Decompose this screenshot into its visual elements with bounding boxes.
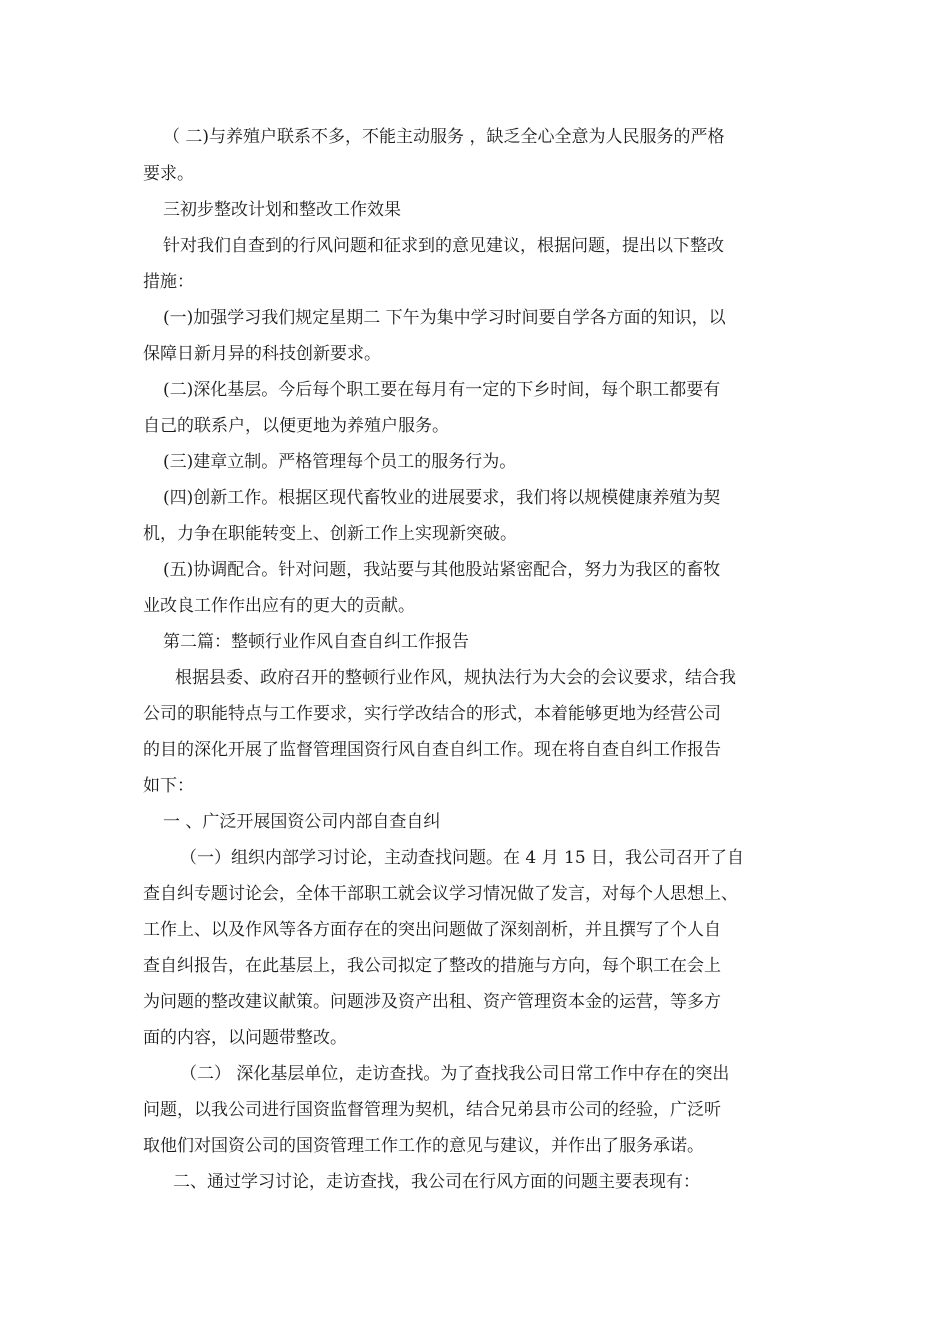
- paragraph-line: (二)深化基层。今后每个职工要在每月有一定的下乡时间，每个职工都要有: [163, 380, 721, 400]
- paragraph-line: 措施：: [143, 272, 194, 292]
- paragraph-line: 业改良工作作出应有的更大的贡献。: [143, 596, 415, 616]
- paragraph-line: 的目的深化开展了监督管理国资行风自查自纠工作。现在将自查自纠工作报告: [143, 740, 721, 760]
- paragraph-line: 问题，以我公司进行国资监督管理为契机，结合兄弟县市公司的经验，广泛听: [143, 1100, 721, 1120]
- paragraph-line: 机，力争在职能转变上、创新工作上实现新突破。: [143, 524, 517, 544]
- paragraph-line: 如下：: [143, 776, 194, 796]
- paragraph-line: (三)建章立制。严格管理每个员工的服务行为。: [163, 452, 517, 472]
- section-heading: 第二篇：整顿行业作风自查自纠工作报告: [163, 632, 469, 652]
- paragraph-line: 根据县委、政府召开的整顿行业作风，规执法行为大会的会议要求，结合我: [175, 668, 736, 688]
- paragraph-line: 取他们对国资公司的国资管理工作工作的意见与建议，并作出了服务承诺。: [143, 1136, 704, 1156]
- paragraph-line: 工作上、以及作风等各方面存在的突出问题做了深刻剖析，并且撰写了个人自: [143, 920, 721, 940]
- paragraph-line: (四)创新工作。根据区现代畜牧业的进展要求，我们将以规模健康养殖为契: [163, 488, 721, 508]
- paragraph-line: 面的内容，以问题带整改。: [143, 1028, 347, 1048]
- section-heading: 二、通过学习讨论，走访查找，我公司在行风方面的问题主要表现有：: [173, 1172, 700, 1192]
- paragraph-line: 保障日新月异的科技创新要求。: [143, 344, 381, 364]
- paragraph-line: (一)加强学习我们规定星期二 下午为集中学习时间要自学各方面的知识，以: [163, 308, 726, 328]
- paragraph-line: 查自纠专题讨论会，全体干部职工就会议学习情况做了发言，对每个人思想上、: [143, 884, 738, 904]
- paragraph-line: 为问题的整改建议献策。问题涉及资产出租、资产管理资本金的运营，等多方: [143, 992, 721, 1012]
- section-heading: 一 、广泛开展国资公司内部自查自纠: [163, 812, 441, 832]
- paragraph-line: 针对我们自查到的行风问题和征求到的意见建议，根据问题，提出以下整改: [163, 236, 724, 256]
- section-heading: 三初步整改计划和整改工作效果: [163, 200, 401, 220]
- paragraph-line: （一）组织内部学习讨论，主动查找问题。在 4 月 15 日，我公司召开了自: [180, 848, 745, 868]
- paragraph-line: （二） 深化基层单位，走访查找。为了查找我公司日常工作中存在的突出: [180, 1064, 730, 1084]
- paragraph-line: 查自纠报告，在此基层上，我公司拟定了整改的措施与方向，每个职工在会上: [143, 956, 721, 976]
- paragraph-line: 自己的联系户，以便更地为养殖户服务。: [143, 416, 449, 436]
- paragraph-line: 要求。: [143, 164, 194, 184]
- paragraph-line: 公司的职能特点与工作要求，实行学改结合的形式，本着能够更地为经营公司: [143, 704, 721, 724]
- paragraph-line: （ 二)与养殖户联系不多，不能主动服务 ，缺乏全心全意为人民服务的严格: [163, 127, 725, 147]
- paragraph-line: (五)协调配合。针对问题，我站要与其他股站紧密配合，努力为我区的畜牧: [163, 560, 721, 580]
